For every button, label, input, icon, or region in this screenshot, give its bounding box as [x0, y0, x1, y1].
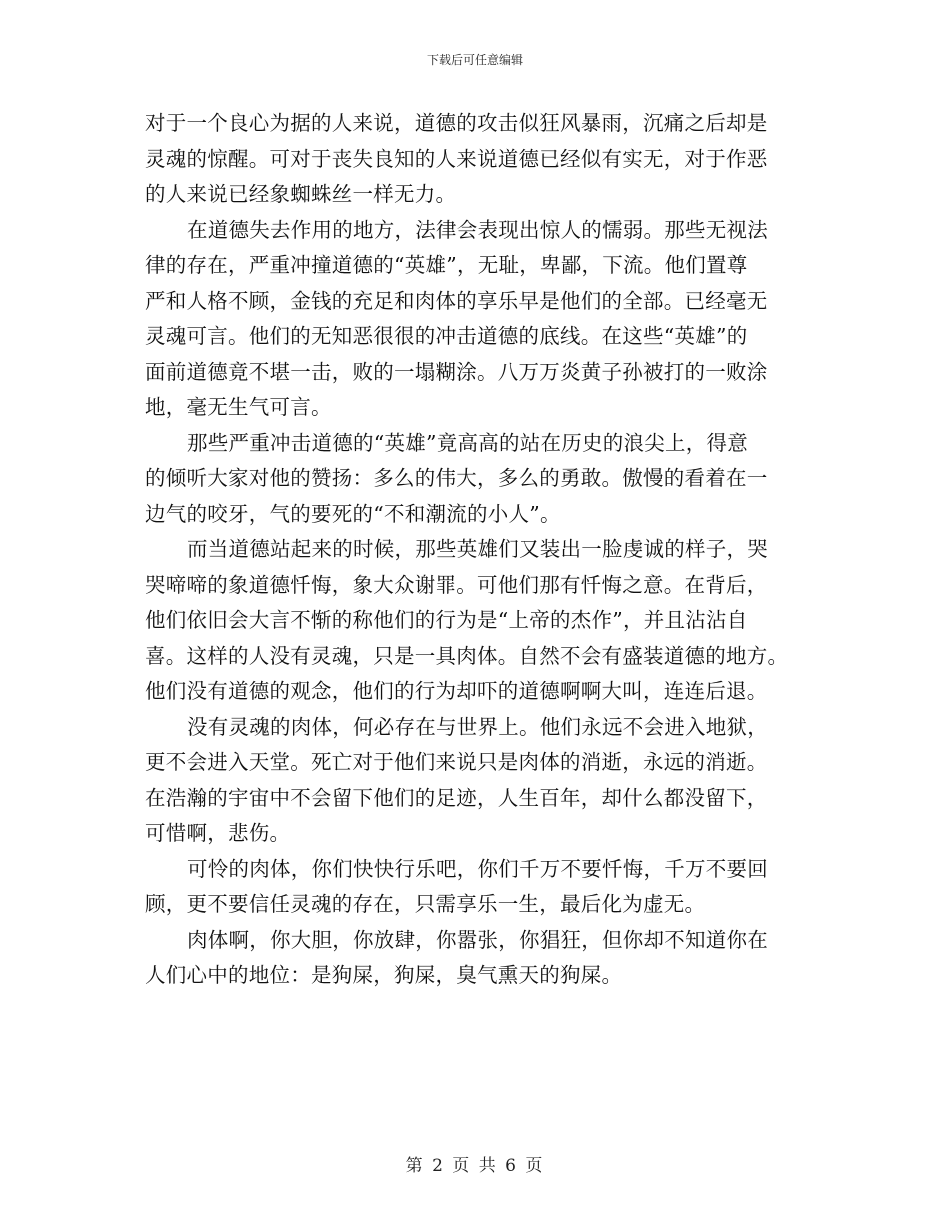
text-line: 的人来说已经象蜘蛛丝一样无力。: [145, 182, 457, 206]
text-line: 地，毫无生气可言。: [145, 395, 332, 419]
text-line: 顾，更不要信任灵魂的存在，只需享乐一生，最后化为虚无。: [145, 892, 706, 916]
text-line: 他们依旧会大言不惭的称他们的行为是“上帝的杰作”，并且沾沾自: [145, 608, 748, 632]
page-number-footer: 第 2 页 共 6 页: [405, 1156, 545, 1176]
text-line: 肉体啊，你大胆，你放肆，你嚣张，你猖狂，但你却不知道你在: [187, 927, 768, 952]
text-line: 可怜的肉体，你们快快行乐吧，你们千万不要忏悔，千万不要回: [187, 856, 768, 881]
text-line: 严和人格不顾，金钱的充足和肉体的享乐早是他们的全部。已经毫无: [145, 288, 768, 313]
text-line: 哭啼啼的象道德忏悔，象大众谢罪。可他们那有忏悔之意。在背后，: [145, 572, 768, 597]
page-header: 下载后可任意编辑: [426, 53, 523, 67]
text-line: 那些严重冲击道德的“英雄”竟高高的站在历史的浪尖上，得意: [187, 430, 748, 455]
text-line: 灵魂可言。他们的无知恶很很的冲击道德的底线。在这些“英雄”的: [145, 324, 748, 348]
document-body: [145, 106, 810, 994]
text-line: 对于一个良心为据的人来说，道德的攻击似狂风暴雨，沉痛之后却是: [145, 111, 768, 135]
text-line: 在道德失去作用的地方，法律会表现出惊人的懦弱。那些无视法: [187, 217, 768, 242]
text-line: 他们没有道德的观念，他们的行为却吓的道德啊啊大叫，连连后退。: [145, 679, 768, 703]
text-line: 面前道德竟不堪一击，败的一塌糊涂。八万万炎黄子孙被打的一败涂: [145, 359, 768, 384]
text-line: 更不会进入天堂。死亡对于他们来说只是肉体的消逝，永远的消逝。: [145, 750, 768, 774]
text-line: 人们心中的地位：是狗屎，狗屎，臭气熏天的狗屎。: [145, 963, 623, 987]
text-line: 没有灵魂的肉体，何必存在与世界上。他们永远不会进入地狱，: [187, 714, 768, 739]
text-line: 而当道德站起来的时候，那些英雄们又装出一脸虔诚的样子，哭: [187, 537, 768, 561]
text-line: 律的存在，严重冲撞道德的“英雄”，无耻，卑鄙，下流。他们置尊: [145, 253, 748, 277]
text-line: 灵魂的惊醒。可对于丧失良知的人来说道德已经似有实无，对于作恶: [145, 146, 768, 171]
text-line: 边气的咬牙，气的要死的“不和潮流的小人”。: [145, 501, 561, 526]
text-line: 喜。这样的人没有灵魂，只是一具肉体。自然不会有盛装道德的地方。: [145, 643, 789, 668]
text-line: 的倾听大家对他的赞扬：多么的伟大，多么的勇敢。傲慢的看着在一: [145, 466, 768, 490]
text-line: 可惜啊，悲伤。: [145, 821, 291, 845]
text-line: 在浩瀚的宇宙中不会留下他们的足迹，人生百年，却什么都没留下，: [145, 785, 768, 810]
